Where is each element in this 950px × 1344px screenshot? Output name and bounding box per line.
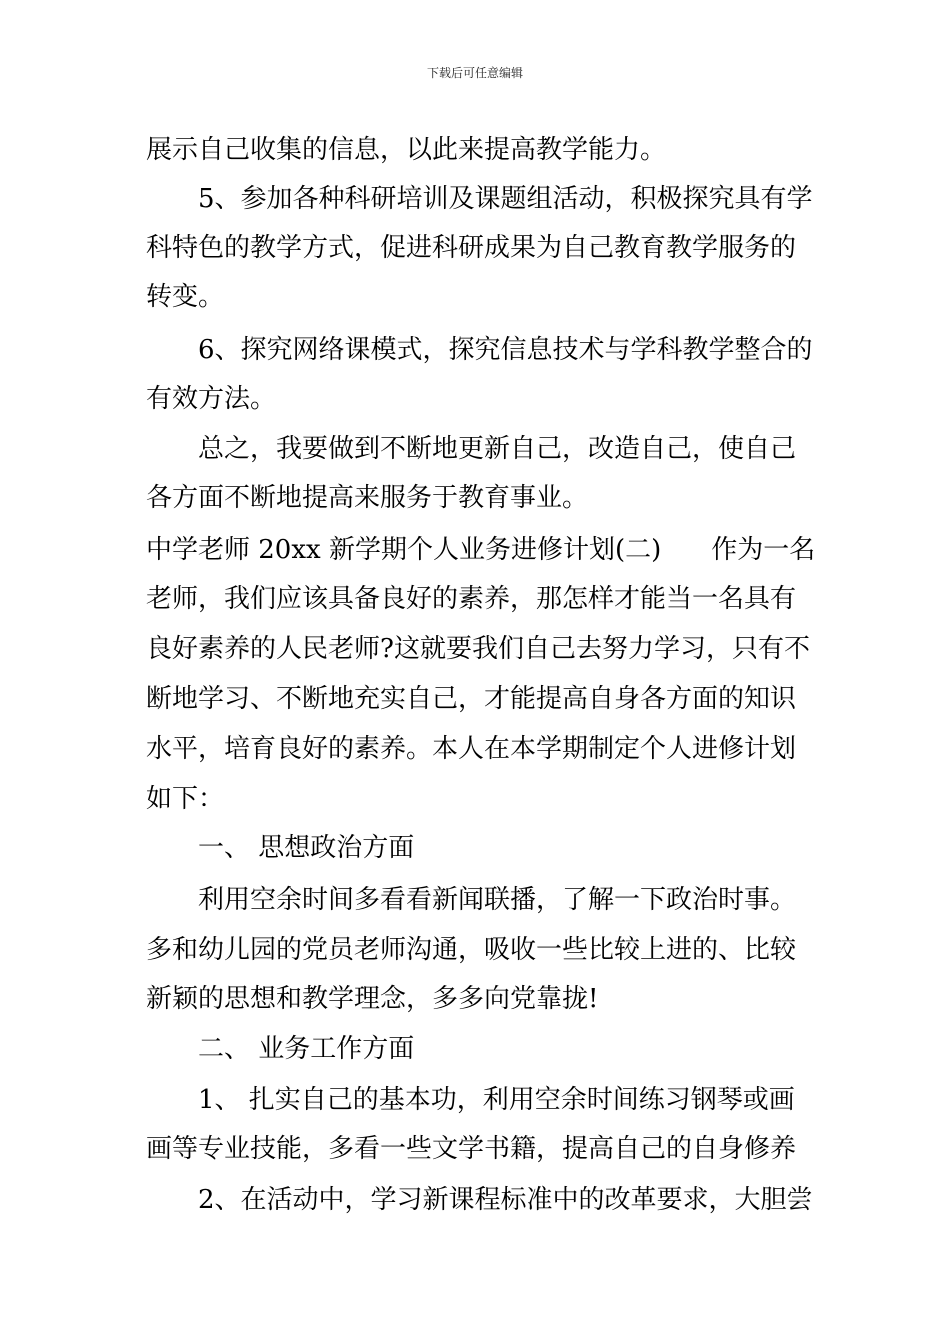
paragraph-line: 画等专业技能，多看一些文学书籍，提高自己的自身修养 — [146, 1134, 797, 1164]
subheading: 一、 思想政治方面 — [198, 833, 415, 863]
paragraph-line: 有效方法。 — [146, 384, 277, 414]
subheading: 二、 业务工作方面 — [198, 1034, 415, 1064]
paragraph-line: 总之，我要做到不断地更新自己，改造自己，使自己 — [198, 434, 797, 464]
paragraph-line: 5、参加各种科研培训及课题组活动，积极探究具有学 — [198, 184, 813, 214]
paragraph-line: 科特色的教学方式，促进科研成果为自己教育教学服务的 — [146, 233, 797, 263]
section-title: 中学老师 20xx 新学期个人业务进修计划(二) — [146, 535, 662, 565]
paragraph-line: 利用空余时间多看看新闻联播，了解一下政治时事。 — [198, 885, 797, 915]
paragraph-line: 老师，我们应该具备良好的素养，那怎样才能当一名具有 — [146, 584, 797, 614]
paragraph-line: 各方面不断地提高来服务于教育事业。 — [146, 483, 589, 513]
paragraph-line: 转变。 — [146, 282, 225, 312]
paragraph-start: 作为一名 — [711, 535, 816, 565]
paragraph-line: 6、探究网络课模式，探究信息技术与学科教学整合的 — [198, 335, 813, 365]
paragraph-line: 2、在活动中，学习新课程标准中的改革要求，大胆尝 — [198, 1185, 813, 1215]
paragraph-line: 1、 扎实自己的基本功，利用空余时间练习钢琴或画 — [198, 1085, 795, 1115]
paragraph-line: 新颖的思想和教学理念，多多向党靠拢! — [146, 984, 599, 1014]
paragraph-line: 如下： — [146, 784, 225, 814]
section-title-line — [146, 533, 815, 567]
paragraph-line: 水平，培育良好的素养。本人在本学期制定个人进修计划 — [146, 734, 797, 764]
paragraph-line: 良好素养的人民老师?这就要我们自己去努力学习，只有不 — [146, 634, 810, 664]
page-header: 下载后可任意编辑 — [426, 66, 523, 80]
paragraph-line: 多和幼儿园的党员老师沟通，吸收一些比较上进的、比较 — [146, 935, 797, 965]
paragraph-line: 断地学习、不断地充实自己，才能提高自身各方面的知识 — [146, 684, 797, 714]
paragraph-line: 展示自己收集的信息，以此来提高教学能力。 — [146, 135, 667, 165]
